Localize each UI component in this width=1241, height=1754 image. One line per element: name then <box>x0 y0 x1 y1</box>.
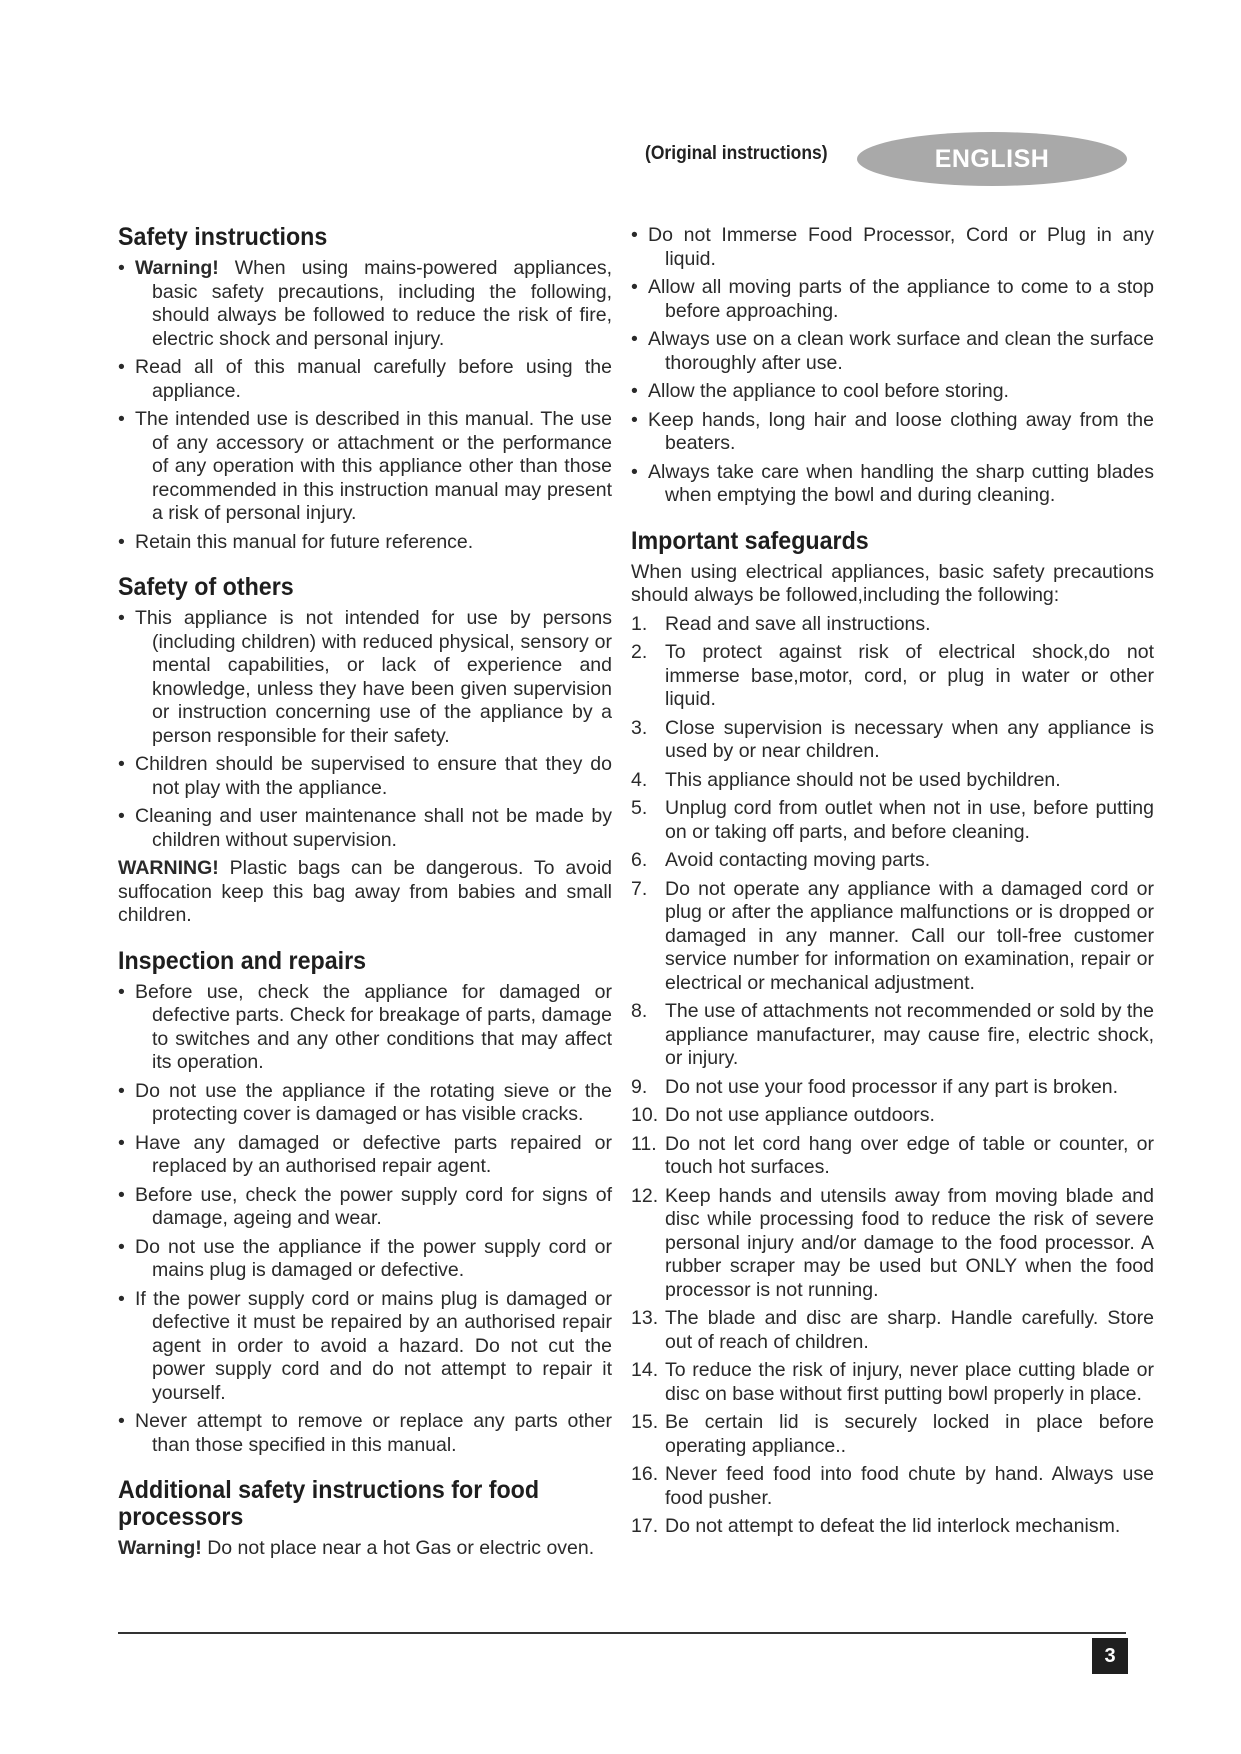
list-item: • Read all of this manual carefully before using the appliance. <box>118 356 612 403</box>
important-safeguards-title: Important safeguards <box>631 526 869 555</box>
list-text: To reduce the risk of injury, never place cutting blade or disc on base without first putting bowl properly in place. <box>665 1359 1154 1405</box>
important-safeguards-section <box>631 528 1154 1539</box>
inspection-title: Inspection and repairs <box>118 946 367 975</box>
list-text: Do not let cord hang over edge of table or counter, or touch hot surfaces. <box>665 1132 1154 1178</box>
list-item <box>631 1515 1154 1539</box>
list-text: Do not attempt to defeat the lid interlock mechanism. <box>665 1515 1121 1537</box>
list-number: 3. <box>631 716 648 739</box>
inspection-section <box>118 948 612 1458</box>
list-item <box>631 1359 1154 1406</box>
list-item: • If the power supply cord or mains plug is damaged or defective it must be repaired by an authorised repair agent in order to avoid a hazard. Do not cut the power supply cord and do not attempt to repair it yourself. <box>118 1288 612 1406</box>
list-text: Do not use appliance outdoors. <box>665 1104 935 1126</box>
list-text: The blade and disc are sharp. Handle carefully. Store out of reach of children. <box>665 1307 1154 1353</box>
left-column <box>118 224 612 1581</box>
list-item <box>631 1133 1154 1180</box>
list-item: • Keep hands, long hair and loose clothing away from the beaters. <box>631 409 1154 456</box>
list-number: 10. <box>631 1104 659 1126</box>
list-number: 17. <box>631 1515 659 1537</box>
list-number: 15. <box>631 1411 659 1433</box>
page-number: 3 <box>1092 1638 1128 1674</box>
list-number: 2. <box>631 641 648 663</box>
list-number: 16. <box>631 1463 659 1485</box>
list-text: Unplug cord from outlet when not in use, before putting on or taking off parts, and before cleaning. <box>665 797 1154 843</box>
oven-warning <box>118 1537 612 1561</box>
warning-text: Do not place near a hot Gas or electric oven. <box>207 1537 595 1559</box>
safety-instructions-title: Safety instructions <box>118 223 328 251</box>
list-text: Do not operate any appliance with a damaged cord or plug or after the appliance malfunctions or is dropped or damaged in any manner. Call our toll-free customer service number for information on examination, repair or electrical or mechanical adjustment. <box>665 877 1154 994</box>
list-item: • Cleaning and user maintenance shall not be made by children without supervision. <box>118 805 612 852</box>
list-item: • Children should be supervised to ensure that they do not play with the appliance. <box>118 753 612 800</box>
list-item <box>631 1104 1154 1128</box>
warning-label: Warning! <box>118 1537 202 1559</box>
list-text: Do not use your food processor if any part is broken. <box>665 1075 1119 1098</box>
safety-of-others-title: Safety of others <box>118 573 294 601</box>
warning-label: Warning! <box>135 257 219 279</box>
additional-section <box>118 1477 612 1561</box>
plastic-bag-warning <box>118 857 612 928</box>
right-column <box>631 224 1154 1559</box>
list-number: 13. <box>631 1307 659 1329</box>
list-item: • The intended use is described in this manual. The use of any accessory or attachment or the performance of any operation with this appliance other than those recommended in this instruction manual may present a risk of personal injury. <box>118 408 612 526</box>
safety-instructions-section <box>118 224 612 554</box>
list-text: Close supervision is necessary when any appliance is used by or near children. <box>665 716 1154 762</box>
list-item <box>631 1000 1154 1071</box>
list-item <box>631 1463 1154 1510</box>
list-number: 14. <box>631 1359 659 1381</box>
list-text: Be certain lid is securely locked in place before operating appliance.. <box>665 1411 1154 1457</box>
list-item <box>631 641 1154 712</box>
footer-rule <box>118 1632 1126 1634</box>
additional-items-section <box>631 224 1154 508</box>
list-item: • Do not Immerse Food Processor, Cord or Plug in any liquid. <box>631 224 1154 271</box>
language-badge: ENGLISH <box>857 132 1127 186</box>
warning-text: Plastic bags can be dangerous. To avoid suffocation keep this bag away from babies and small children. <box>118 857 612 926</box>
list-item <box>631 769 1154 793</box>
list-item <box>631 1185 1154 1303</box>
important-list <box>631 613 1154 1539</box>
list-number: 1. <box>631 612 648 635</box>
list-item: • Retain this manual for future reference. <box>118 531 612 555</box>
list-item: • Always take care when handling the sharp cutting blades when emptying the bowl and during cleaning. <box>631 461 1154 508</box>
list-number: 4. <box>631 768 648 791</box>
important-intro: When using electrical appliances, basic safety precautions should always be followed,including the following: <box>631 560 1154 606</box>
list-item <box>631 849 1154 873</box>
list-number: 12. <box>631 1184 659 1207</box>
list-text: This appliance should not be used bychildren. <box>665 768 1061 791</box>
list-item: • This appliance is not intended for use by persons (including children) with reduced physical, sensory or mental capabilities, or lack of experience and knowledge, unless they have been given supervision or instruction concerning use of the appliance by a person responsible for their safety. <box>118 607 612 748</box>
warning-text: When using mains-powered appliances, basic safety precautions, including the following, should always be followed to reduce the risk of fire, electric shock and personal injury. <box>152 257 612 350</box>
list-item: • Do not use the appliance if the rotating sieve or the protecting cover is damaged or has visible cracks. <box>118 1080 612 1127</box>
list-text: Avoid contacting moving parts. <box>665 849 931 871</box>
list-item: • Allow all moving parts of the appliance to come to a stop before approaching. <box>631 276 1154 323</box>
list-item <box>631 717 1154 764</box>
list-item <box>631 1307 1154 1354</box>
list-item: • Allow the appliance to cool before storing. <box>631 380 1154 404</box>
list-text: Read and save all instructions. <box>665 612 931 635</box>
list-number: 7. <box>631 877 648 900</box>
list-item <box>631 797 1154 844</box>
list-item: • Do not use the appliance if the power supply cord or mains plug is damaged or defective. <box>118 1236 612 1283</box>
list-item <box>631 1076 1154 1100</box>
list-number: 11. <box>631 1132 657 1155</box>
additional-title: Additional safety instructions for food processors <box>118 1476 540 1531</box>
list-item <box>631 878 1154 996</box>
list-item: • Before use, check the power supply cord for signs of damage, ageing and wear. <box>118 1184 612 1231</box>
list-item: • Always use on a clean work surface and clean the surface thoroughly after use. <box>631 328 1154 375</box>
list-number: 5. <box>631 797 648 819</box>
list-number: 6. <box>631 849 648 871</box>
list-number: 9. <box>631 1075 648 1098</box>
list-item <box>118 257 612 351</box>
list-item: • Before use, check the appliance for damaged or defective parts. Check for breakage of parts, damage to switches and any other conditions that may affect its operation. <box>118 981 612 1075</box>
warning-label: WARNING! <box>118 857 219 879</box>
list-item <box>631 1411 1154 1458</box>
safety-of-others-section <box>118 574 612 928</box>
list-text: Keep hands and utensils away from moving blade and disc while processing food to reduce the risk of severe personal injury and/or damage to the food processor. A rubber scraper may be used but ONLY when the food processor is not running. <box>665 1184 1154 1301</box>
list-number: 8. <box>631 1000 648 1022</box>
list-item: • Have any damaged or defective parts repaired or replaced by an authorised repair agent. <box>118 1132 612 1179</box>
list-text: Never feed food into food chute by hand. Always use food pusher. <box>665 1463 1154 1509</box>
list-item: • Never attempt to remove or replace any parts other than those specified in this manual. <box>118 1410 612 1457</box>
list-item <box>631 613 1154 637</box>
list-text: To protect against risk of electrical shock,do not immerse base,motor, cord, or plug in water or other liquid. <box>665 641 1154 710</box>
original-instructions-label: (Original instructions) <box>645 143 828 164</box>
list-text: The use of attachments not recommended or sold by the appliance manufacturer, may cause fire, electric shock, or injury. <box>665 1000 1154 1069</box>
